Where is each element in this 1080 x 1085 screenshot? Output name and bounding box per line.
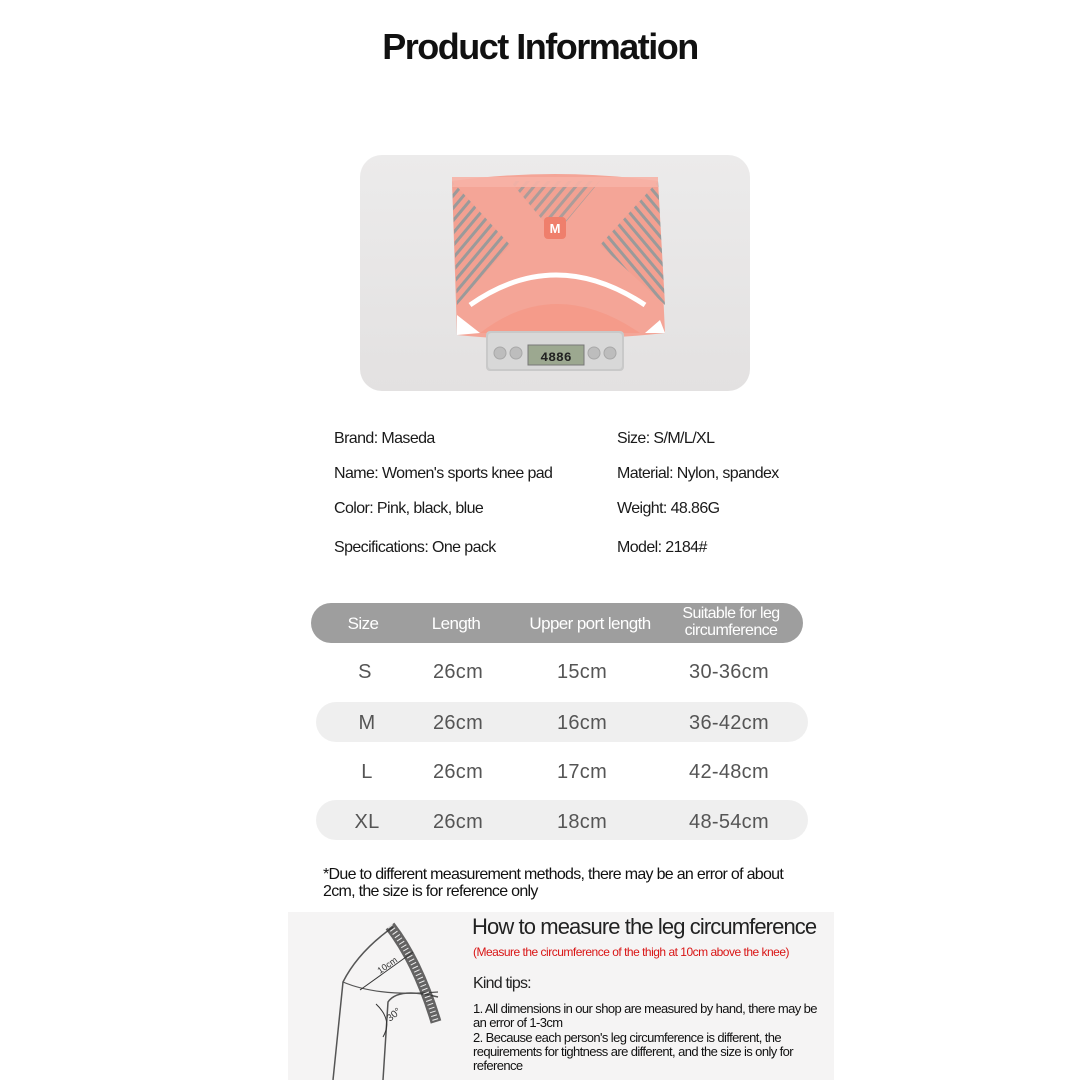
spec-brand: Brand: Maseda — [334, 430, 435, 447]
scale-display: 4886 — [540, 350, 572, 365]
diagram-angle-label: 30° — [384, 1006, 404, 1025]
table-cell: 42-48cm — [689, 761, 769, 783]
table-cell: 36-42cm — [689, 712, 769, 734]
tip-item: 2. Because each person's leg circumference is different, the requirements for tightness are different, and the size is only for reference — [473, 1030, 794, 1073]
spec-weight: Weight: 48.86G — [617, 500, 720, 517]
tip-item: 1. All dimensions in our shop are measured by hand, there may be an error of 1-3cm — [473, 1001, 817, 1030]
measure-title: How to measure the leg circumference — [472, 914, 817, 939]
column-header-leg-circumference: Suitable for leg circumference — [682, 605, 780, 639]
product-photo — [360, 155, 750, 391]
table-cell: 30-36cm — [689, 661, 769, 683]
table-cell: 15cm — [556, 661, 608, 683]
spec-name: Name: Women's sports knee pad — [334, 465, 553, 482]
table-cell: L — [361, 761, 373, 783]
measurement-note: *Due to different measurement methods, there may be an error of about 2cm, the size is for reference only — [323, 866, 784, 900]
table-cell: 16cm — [556, 712, 608, 734]
table-cell: 18cm — [556, 811, 608, 833]
brand-logo-icon: M — [549, 221, 561, 236]
spec-model: Model: 2184# — [617, 539, 707, 556]
page-title: Product Information — [382, 26, 698, 67]
diagram-distance-label: 10cm — [375, 954, 400, 976]
kind-tips-heading: Kind tips: — [473, 975, 531, 992]
leg-measurement-diagram-icon — [288, 912, 468, 1080]
spec-specifications: Specifications: One pack — [334, 539, 496, 556]
table-cell: XL — [354, 811, 380, 833]
table-cell: 26cm — [432, 811, 484, 833]
column-header-length: Length — [431, 614, 481, 633]
column-header-upper-port-length: Upper port length — [529, 614, 651, 633]
spec-material: Material: Nylon, spandex — [617, 465, 779, 482]
column-header-size: Size — [347, 614, 379, 633]
knee-pad-on-scale-image — [360, 155, 750, 391]
table-cell: 26cm — [432, 661, 484, 683]
table-cell: 26cm — [432, 761, 484, 783]
table-cell: S — [358, 661, 372, 683]
measure-subtitle: (Measure the circumference of the thigh at 10cm above the knee) — [473, 945, 790, 959]
table-cell: 48-54cm — [689, 811, 769, 833]
table-cell: 26cm — [432, 712, 484, 734]
table-cell: 17cm — [556, 761, 608, 783]
spec-size: Size: S/M/L/XL — [617, 430, 715, 447]
spec-color: Color: Pink, black, blue — [334, 500, 484, 517]
table-cell: M — [358, 712, 376, 734]
